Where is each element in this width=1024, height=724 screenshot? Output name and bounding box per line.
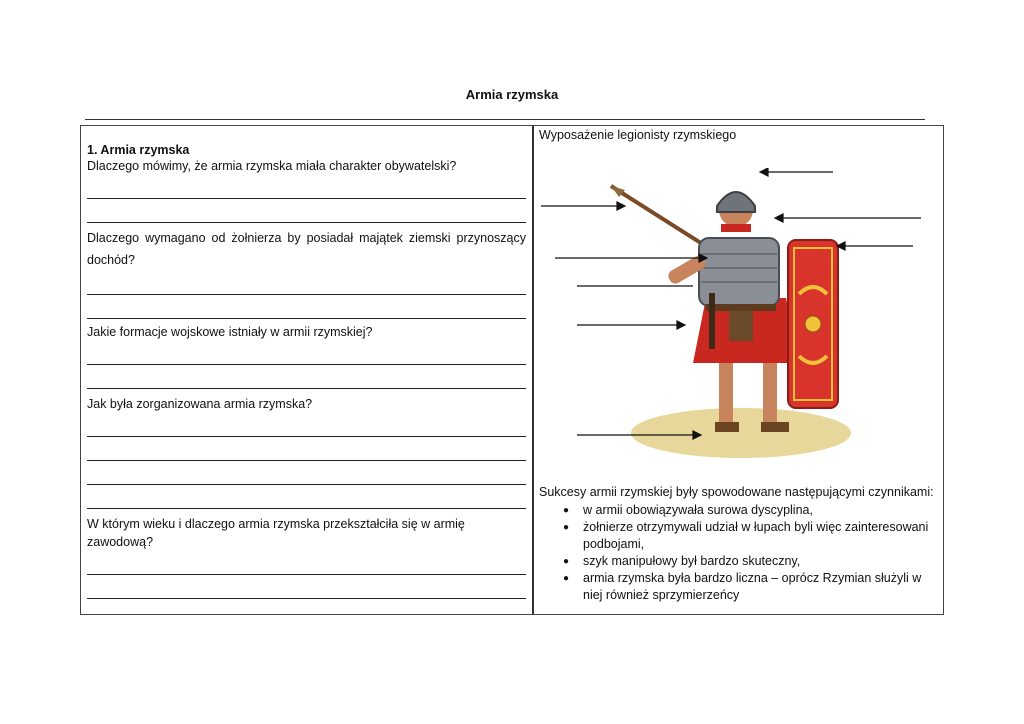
answer-line[interactable]	[87, 461, 526, 485]
answer-line[interactable]	[87, 413, 526, 437]
list-item: ● żołnierze otrzymywali udział w łupach byli więc zainteresowani podbojami,	[563, 520, 929, 551]
column-divider	[532, 126, 534, 614]
page-title: Armia rzymska	[465, 87, 559, 102]
bullet-icon: ●	[563, 556, 570, 567]
answer-line[interactable]	[87, 485, 526, 509]
success-list	[539, 502, 939, 604]
success-intro: Sukcesy armii rzymskiej były spowodowane następującymi czynnikami:	[539, 485, 934, 499]
title-underline	[85, 119, 925, 120]
equipment-heading: Wyposażenie legionisty rzymskiego	[539, 128, 737, 142]
bullet-icon: ●	[563, 522, 570, 533]
worksheet-table	[80, 125, 944, 615]
answer-line[interactable]	[87, 365, 526, 389]
question-3: Jakie formacje wojskowe istniały w armii rzymskiej?	[87, 325, 373, 339]
sword	[709, 293, 715, 349]
answer-line[interactable]	[87, 551, 526, 575]
bullet-icon: ●	[563, 505, 570, 516]
list-item: ● szyk manipułowy był bardzo skuteczny,	[563, 554, 801, 568]
sandal	[761, 422, 789, 432]
answer-line[interactable]	[87, 271, 526, 295]
belt	[706, 304, 776, 311]
legionary-illustration	[541, 168, 941, 468]
answer-line[interactable]	[87, 175, 526, 199]
question-2: Dlaczego wymagano od żołnierza by posiadał majątek ziemski przynoszący	[87, 231, 526, 245]
question-4: Jak była zorganizowana armia rzymska?	[87, 397, 313, 411]
sand-ground	[631, 408, 851, 458]
bullet-icon: ●	[563, 573, 570, 584]
helmet	[717, 192, 755, 212]
question-5: W którym wieku i dlaczego armia rzymska przekształciła się w armię zawodową?	[87, 517, 465, 549]
scarf	[721, 224, 751, 232]
answer-line[interactable]	[87, 295, 526, 319]
sandal	[715, 422, 739, 432]
shield-boss	[805, 316, 821, 332]
question-2-cont: dochód?	[87, 253, 135, 267]
questions-column	[87, 140, 526, 599]
answer-line[interactable]	[87, 199, 526, 223]
answer-line[interactable]	[87, 437, 526, 461]
answer-line[interactable]	[87, 341, 526, 365]
section-heading: 1. Armia rzymska	[87, 143, 190, 157]
question-1: Dlaczego mówimy, że armia rzymska miała charakter obywatelski?	[87, 159, 457, 173]
success-section	[539, 484, 939, 604]
apron	[729, 311, 753, 341]
list-item: ● w armii obowiązywała surowa dyscyplina,	[563, 503, 813, 517]
list-item: ● armia rzymska była bardzo liczna – oprócz Rzymian służyli w niej również sprzymierzeńcy	[563, 571, 922, 602]
answer-line[interactable]	[87, 575, 526, 599]
